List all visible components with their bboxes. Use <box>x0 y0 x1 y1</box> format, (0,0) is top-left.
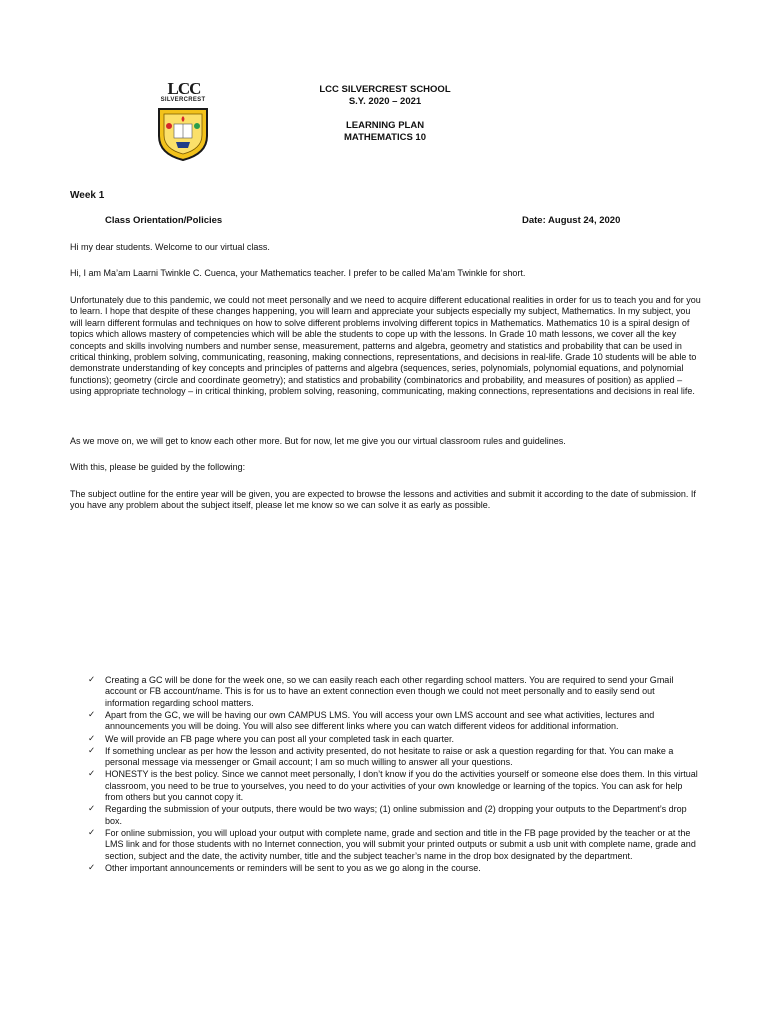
list-item <box>88 769 700 803</box>
greeting-paragraph: Hi my dear students. Welcome to our virtual class. <box>70 242 270 252</box>
plan-title: LEARNING PLAN <box>345 120 425 131</box>
rule-text: Creating a GC will be done for the week one, so we can easily reach each other regarding school matters. You are required to send your Gmail account or FB account/name. This is for us to have an extent connection even though we could not meet personally and to easily send out information regarding school matters. <box>105 675 674 708</box>
rule-text: HONESTY is the best policy. Since we cannot meet personally, I don’t know if you do the activities yourself or someone else does them. In this virtual classroom, you need to be true to yourselves, you need to do your activities of your own knowledge or learning of the topics. You can ask for help from others but you cannot copy it. <box>105 769 698 803</box>
rule-text: Other important announcements or reminders will be sent to you as we go along in the course. <box>105 863 481 874</box>
week-label: Week 1 <box>70 190 105 201</box>
main-paragraph: Unfortunately due to this pandemic, we could not meet personally and we need to acquire different educational realities in order for us to teach you and for you to learn. I hope that despite of these changes happening, you will learn and appreciate your subjects especially my subject, Mathematics. In my subject, you will learn different formulas and techniques on how to solve different problems involving different topics in Mathematics. Mathematics 10 is a spiral design of topics which allows mastery of competencies which will be able the students to cope up with the lessons. In Grade 10 math lessons, we cover all the key concepts and skills involving numbers and number sense, measurement, patterns and algebra, geometry and statistics and probability that can be used in critical thinking, problem solving, communicating, reasoning, making connections, representations, and decisions in real-life. Grade 10 students will be able to demonstrate understanding of key concepts and principles of patterns and algebra (sequences, series, polynomials, polynomial equations, and polynomial functions); geometry (circle and coordinate geometry); and statistics and probability (combinatorics and probability, and measures of position) as applied – using appropriate technology – in critical thinking, problem solving, reasoning, communicating, making connections, representations and decisions in real life. <box>70 295 701 397</box>
rule-text: Apart from the GC, we will be having our own CAMPUS LMS. You will access your own LMS account and see what activities, lectures and announcements you will be doing. You will also see different links where you can watch different videos for additional information. <box>105 710 655 732</box>
lesson-date: Date: August 24, 2020 <box>522 215 621 226</box>
list-item <box>88 675 700 709</box>
list-item <box>88 710 700 733</box>
list-item <box>88 863 700 874</box>
checkmark-icon: ✓ <box>88 863 96 874</box>
checkmark-icon: ✓ <box>88 828 96 839</box>
school-logo <box>148 80 218 162</box>
rules-list <box>88 675 700 875</box>
checkmark-icon: ✓ <box>88 733 96 744</box>
school-year: S.Y. 2020 – 2021 <box>348 96 422 107</box>
rule-text: Regarding the submission of your outputs, there would be two ways; (1) online submission and (2) dropping your outputs to the Department’s drop box. <box>105 804 687 826</box>
shield-icon <box>156 106 210 162</box>
document-header <box>240 84 530 144</box>
guided-paragraph: With this, please be guided by the following: <box>70 462 246 472</box>
logo-sub-text: SILVERCREST <box>160 97 206 103</box>
rule-text: For online submission, you will upload your output with complete name, grade and section and title in the FB page provided by the teacher or at the LMS link and for those students with no Internet connection, you will submit your printed outputs or submit a usb unit with complete name, grade and section, subject and the date, the activity number, title and the subject teacher’s name in the drop box designated by the department. <box>105 828 696 861</box>
checkmark-icon: ✓ <box>88 769 96 780</box>
move-on-paragraph: As we move on, we will get to know each other more. But for now, let me give you our virtual classroom rules and guidelines. <box>70 436 566 446</box>
checkmark-icon: ✓ <box>88 710 96 721</box>
outline-paragraph: The subject outline for the entire year will be given, you are expected to browse the lessons and activities and submit it according to the date of submission. If you have any problem about the subject itself, please let me know so we can solve it as early as possible. <box>70 489 696 511</box>
school-name: LCC SILVERCREST SCHOOL <box>319 84 451 95</box>
checkmark-icon: ✓ <box>88 745 96 756</box>
checkmark-icon: ✓ <box>88 804 96 815</box>
list-item <box>88 734 700 745</box>
checkmark-icon: ✓ <box>88 675 96 685</box>
intro-paragraph: Hi, I am Ma’am Laarni Twinkle C. Cuenca, your Mathematics teacher. I prefer to be called Ma’am Twinkle for short. <box>70 268 526 278</box>
list-item <box>88 828 700 862</box>
rule-text: We will provide an FB page where you can post all your completed task in each quarter. <box>105 733 455 744</box>
list-item <box>88 804 700 827</box>
topic-title: Class Orientation/Policies <box>105 215 223 226</box>
rule-text: If something unclear as per how the lesson and activity presented, do not hesitate to raise or ask a question regarding for that. You can make a personal message via messenger or Gmail account; I am so much willing to answer all your questions. <box>105 745 674 768</box>
list-item <box>88 746 700 769</box>
logo-brand-text: LCC <box>167 79 201 98</box>
subject-title: MATHEMATICS 10 <box>344 132 426 143</box>
